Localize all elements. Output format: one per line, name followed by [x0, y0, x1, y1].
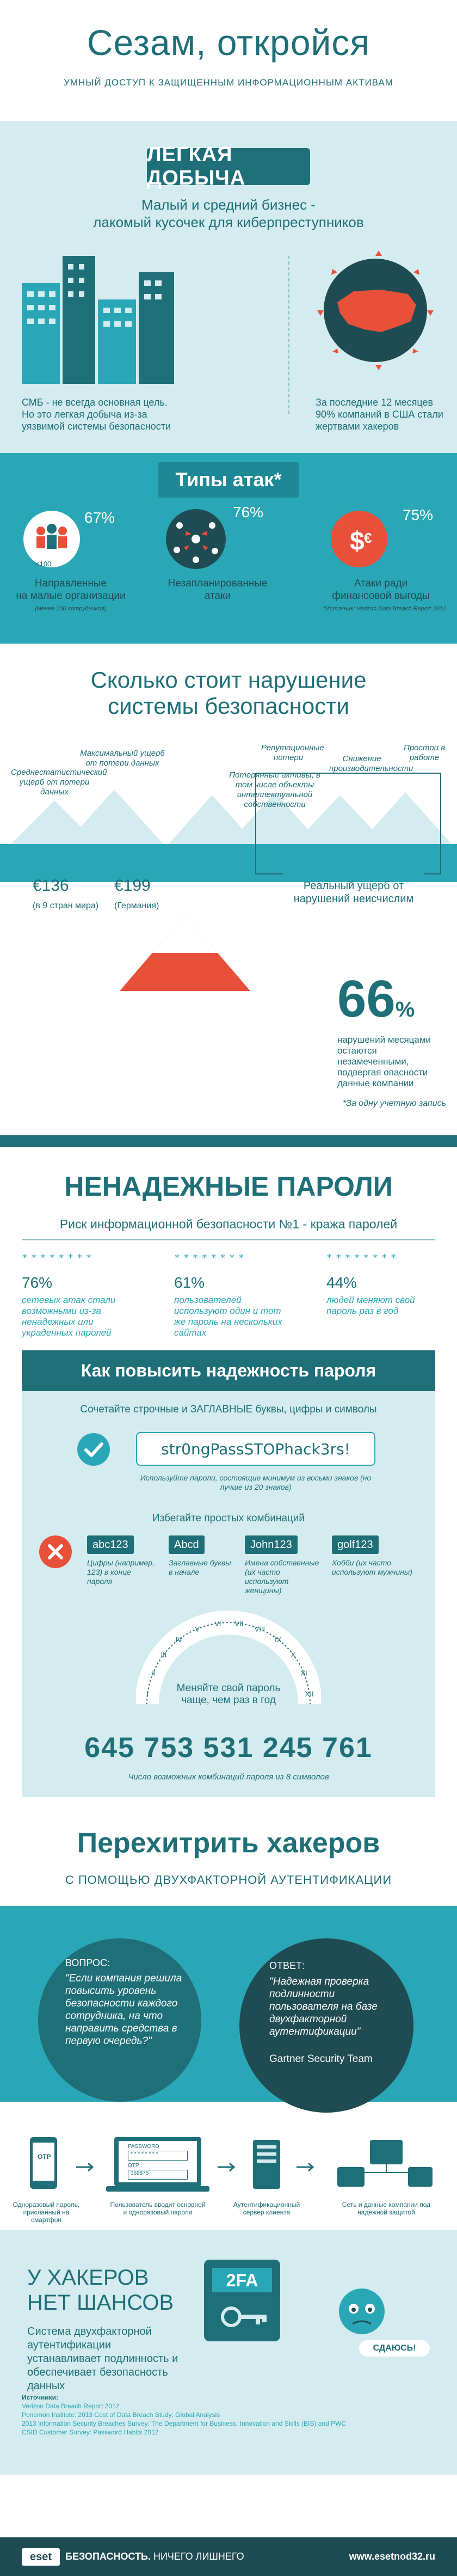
- answer-source: Gartner Security Team: [269, 2053, 373, 2065]
- question-head: ВОПРОС:: [65, 1957, 110, 1968]
- cost-pct-sign: %: [395, 998, 415, 1021]
- weak-dots-1: ********: [22, 1252, 95, 1264]
- no-chance-text: Система двухфакторной аутентификации устанавливает подлинность и обеспечивает безопасность данных: [27, 2326, 178, 2392]
- weak-stat-2-text: пользователей используют один и тот же пароль на нескольких сайтах: [174, 1295, 282, 1338]
- page-subtitle: УМНЫЙ ДОСТУП К ЗАЩИЩЕННЫМ ИНФОРМАЦИОННЫМ АКТИВАМ: [64, 77, 393, 88]
- easy-prey-badge: ЛЕГКАЯ ДОБЫЧА: [147, 148, 310, 185]
- outsmart-title: Перехитрить хакеров: [77, 1827, 380, 1859]
- arrow-right-icon-2: [218, 2162, 239, 2173]
- easy-prey-divider: [288, 256, 289, 414]
- cost-pct-text: нарушений месяцами остаются незамеченными, подвергая опасности данные компании: [337, 1035, 431, 1088]
- eset-logo[interactable]: eset: [22, 2548, 60, 2566]
- 2fa-device-icon: [201, 2257, 283, 2344]
- cost-real-damage: Реальный ущерб от нарушений неисчислим: [293, 880, 414, 905]
- cross-icon: [38, 1534, 73, 1569]
- outsmart-subtitle: С ПОМОЩЬЮ ДВУХФАКТОРНОЙ АУТЕНТИФИКАЦИИ: [65, 1873, 392, 1887]
- 2fa-badge: 2FA: [226, 2271, 258, 2290]
- footer-url-link[interactable]: www.esetnod32.ru: [349, 2551, 435, 2562]
- footer-slogan-rest: НИЧЕГО ЛИШНЕГО: [150, 2551, 244, 2562]
- cost-left-label-2: Максимальный ущерб от потери данных: [80, 749, 165, 768]
- weak-stat-2-pct: 61%: [174, 1274, 205, 1291]
- month-label: XII: [305, 1690, 314, 1698]
- attack-2-label: [152, 577, 283, 602]
- attack-types-badge: Типы атак*: [158, 462, 299, 498]
- city-buildings-icon: [16, 240, 180, 387]
- month-label: V: [195, 1625, 200, 1633]
- answer-text: "Надежная проверка подлинности пользователя на базе двухфакторной аутентификации": [269, 1976, 378, 2037]
- flow-label-3: Аутентификационный сервер клиента: [233, 2201, 300, 2216]
- source-line-2: Ponemon Institute: 2013 Cost of Data Breach Study: Global Analysis: [22, 2411, 220, 2419]
- combo-tag-3: John123: [245, 1535, 298, 1554]
- strong-password-sub: Сочетайте строчные и ЗАГЛАВНЫЕ буквы, цифры и символы: [80, 1404, 377, 1415]
- attack-3-label-line1: Атаки ради: [354, 578, 408, 589]
- weak-stat-3-text: людей меняют свой пароль раз в год: [326, 1295, 415, 1316]
- attack-2-label-line2: атаки: [204, 590, 231, 602]
- field-otp-label: OTP: [128, 2163, 139, 2169]
- hacker-speech-bubble: СДАЮСЬ!: [359, 2340, 430, 2357]
- month-label: VIII: [254, 1625, 265, 1633]
- weak-passwords-title: НЕНАДЕЖНЫЕ ПАРОЛИ: [64, 1171, 393, 1202]
- cost-value-2: €199: [114, 877, 151, 895]
- question-text: "Если компания решила повысить уровень безопасности каждого сотрудника, на что направить средства в первую очередь?": [65, 1973, 182, 2047]
- weak-dots-2: ********: [174, 1252, 248, 1264]
- sources-title: Источники:: [22, 2394, 59, 2401]
- footer-slogan: [65, 2551, 244, 2562]
- no-chance-title: [27, 2265, 223, 2315]
- cost-title: [0, 667, 457, 719]
- cost-value-2-note: (Германия): [114, 901, 159, 910]
- cost-right-label-3: Снижение производительности: [329, 754, 413, 773]
- source-line-1: Verizon Data Breach Report 2012: [22, 2402, 120, 2410]
- combinations-number: 645 753 531 245 761: [84, 1732, 373, 1764]
- answer-head: ОТВЕТ:: [269, 1960, 305, 1971]
- month-label: I: [146, 1690, 149, 1698]
- cost-left-label-1: Среднестатистический ущерб от потери данных: [11, 768, 107, 797]
- month-label: III: [160, 1650, 167, 1659]
- weak-passwords-rule: [22, 1239, 435, 1240]
- no-chance-title-line2: НЕТ ШАНСОВ: [27, 2291, 174, 2315]
- hacker-icon: [332, 2281, 392, 2347]
- cost-pct-value: 66: [337, 970, 396, 1028]
- combo-tag-1: abc123: [87, 1535, 134, 1554]
- smartphone-icon: [22, 2134, 65, 2194]
- combo-desc-2: Заглавные буквы в начале: [169, 1558, 231, 1576]
- attack-3-label: [316, 577, 446, 602]
- month-label: VI: [214, 1619, 221, 1628]
- weak-passwords-band: [0, 1135, 457, 1147]
- footer-slogan-bold: БЕЗОПАСНОСТЬ.: [65, 2551, 151, 2562]
- cost-value-1: €136: [33, 877, 69, 895]
- easy-prey-subtitle-line2: лакомый кусочек для киберпреступников: [93, 214, 364, 230]
- attack-1-pct: 67%: [84, 509, 115, 526]
- usa-globe-icon: [316, 250, 435, 381]
- cost-title-line2: системы безопасности: [108, 693, 349, 719]
- flow-label-4: Сеть и данные компании под надежной защитой: [342, 2201, 431, 2216]
- attack-1-label-line1: Направленные: [34, 578, 107, 589]
- strong-password-note: Используйте пароли, состоящие минимум из восьми знаков (но лучше из 20 знаков): [140, 1473, 372, 1491]
- attack-1-note: <100: [35, 560, 52, 568]
- attack-3-label-line2: финансовой выгоды: [332, 590, 430, 602]
- random-attack-icon: [163, 506, 228, 572]
- easy-prey-left-text: СМБ - не всегда основная цель. Но это легкая добыча из-за уязвимой системы безопасности: [22, 397, 171, 432]
- cost-footnote: *За одну учетную запись: [342, 1099, 446, 1108]
- weak-passwords-subtitle: Риск информационной безопасности №1 - кража паролей: [59, 1217, 398, 1231]
- svg-text:OTP: OTP: [38, 2153, 51, 2161]
- attack-types-footnote: *Источник: Verizon Data Breach Report 2012: [323, 605, 446, 612]
- month-label: IV: [175, 1635, 182, 1644]
- arrow-right-icon-3: [297, 2162, 318, 2173]
- combo-desc-1: Цифры (например, 123) в конце пароля: [87, 1558, 155, 1586]
- strong-password-header: Как повысить надежность пароля: [22, 1350, 435, 1391]
- flow-label-2: Пользователь вводит основной и одноразовый пароли: [110, 2201, 206, 2216]
- month-label: X: [291, 1650, 296, 1659]
- month-label: VII: [234, 1619, 244, 1628]
- month-label: II: [151, 1669, 156, 1678]
- attack-2-label-line1: Незапланированные: [168, 578, 268, 589]
- easy-prey-subtitle-line1: Малый и средний бизнес -: [141, 197, 316, 213]
- svg-text:$: $: [350, 527, 365, 556]
- weak-stat-3-pct: 44%: [326, 1274, 357, 1291]
- people-target-icon: [22, 509, 82, 569]
- attack-3-pct: 75%: [403, 506, 434, 523]
- field-password-value: * * * * * * * *: [128, 2151, 188, 2161]
- flow-label-1: Одноразовый пароль, присланный на смартфон: [13, 2201, 80, 2224]
- source-line-4: CSID Customer Survey: Password Habits 2012: [22, 2428, 159, 2436]
- easy-prey-subtitle: [54, 196, 403, 231]
- combo-tag-4: golf123: [332, 1535, 379, 1554]
- month-label: XI: [300, 1669, 307, 1678]
- cost-pct: [337, 969, 415, 1029]
- weak-dots-3: ********: [326, 1252, 400, 1264]
- check-icon: [76, 1432, 111, 1467]
- combo-desc-4: Хобби (их часто используют мужчины): [332, 1558, 412, 1576]
- cost-right-label-1: Репутационные потери: [261, 743, 324, 762]
- weak-stat-1-pct: 76%: [22, 1274, 53, 1291]
- field-otp-value: 369875: [128, 2170, 188, 2180]
- attack-1-sub: (менее 100 сотрудников): [35, 605, 107, 612]
- attack-2-pct: 76%: [233, 504, 264, 521]
- combo-tag-2: Abcd: [169, 1535, 205, 1554]
- combo-desc-3: Имена собственные (их часто используют женщины): [245, 1558, 319, 1595]
- attack-1-label: [11, 577, 131, 602]
- month-label: IX: [275, 1635, 282, 1644]
- server-icon: [245, 2137, 288, 2192]
- source-line-3: 2013 Information Security Breaches Survey: The Department for Business, Innovation and Skills (BIS) and PWC: [22, 2420, 347, 2427]
- cost-value-1-note: (в 9 стран мира): [33, 901, 99, 910]
- cost-title-line1: Сколько стоит нарушение: [90, 667, 367, 693]
- easy-prey-right-text: За последние 12 месяцев 90% компаний в США стали жертвами хакеров: [316, 397, 443, 432]
- cost-right-label-4: Простои в работе: [403, 743, 446, 762]
- weak-stat-1-text: сетевых атак стали возможными из-за ненадежных или украденных паролей: [22, 1295, 116, 1338]
- money-icon: [329, 509, 389, 569]
- strong-password-example: str0ngPassSTOPhack3rs!: [136, 1432, 375, 1466]
- field-password-label: PASSWORD: [128, 2144, 159, 2150]
- svg-text:€: €: [364, 530, 372, 546]
- page-title: Сезам, откройся: [87, 22, 370, 63]
- avoid-combos-title: Избегайте простых комбинаций: [152, 1513, 305, 1524]
- no-chance-title-line1: У ХАКЕРОВ: [27, 2266, 149, 2290]
- sources-block: [22, 2393, 435, 2437]
- combinations-note: Число возможных комбинаций пароля из 8 символов: [128, 1772, 329, 1782]
- change-password-text: Меняйте свой пароль чаще, чем раз в год: [176, 1682, 281, 1706]
- cost-right-label-2: Потерянные активы, в том числе объекты интеллектуальной собственности: [229, 770, 320, 809]
- secure-network-icon: [332, 2134, 435, 2194]
- arrow-right-icon: [76, 2162, 98, 2173]
- attack-1-label-line2: на малые организации: [16, 590, 126, 602]
